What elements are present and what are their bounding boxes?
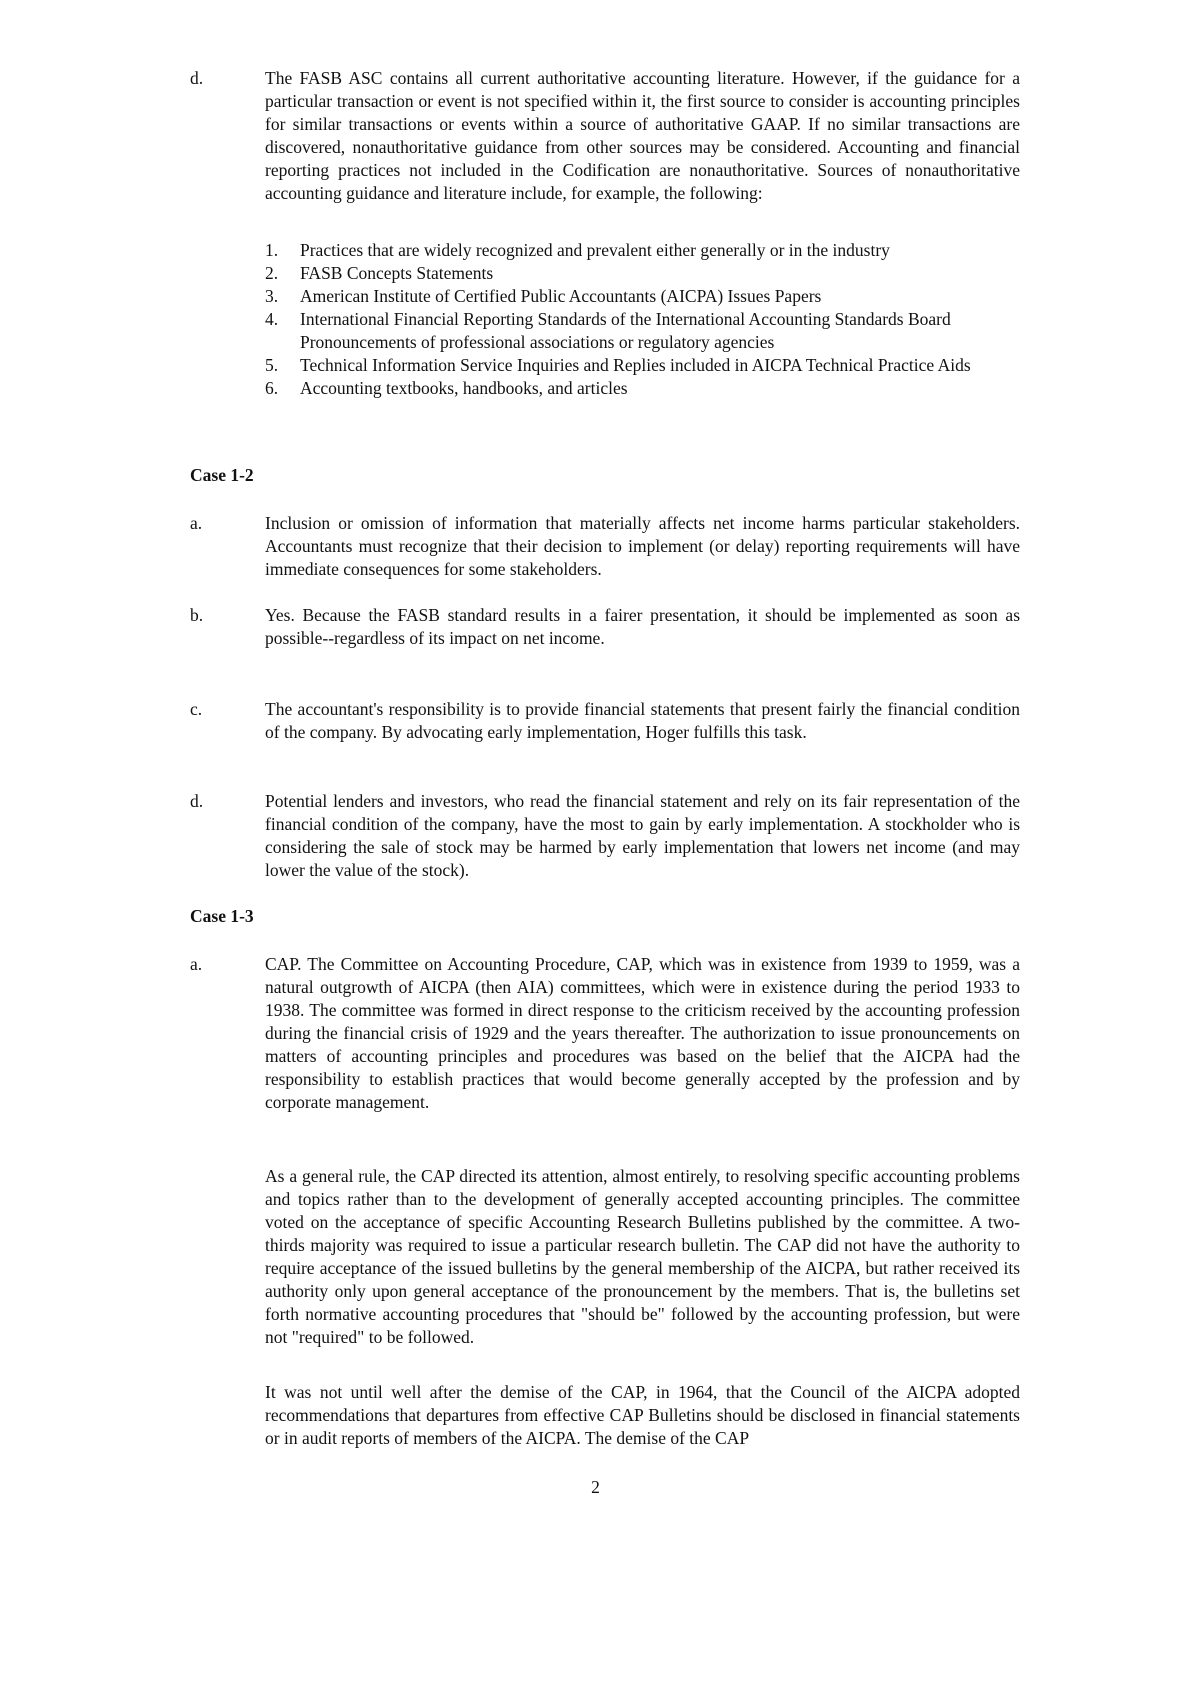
- list-item-number: 6.: [265, 378, 279, 398]
- list-item: [265, 308, 1005, 354]
- list-item-number: 1.: [265, 240, 279, 260]
- section-d-marker: d.: [190, 68, 204, 88]
- list-item: [265, 285, 1005, 308]
- list-item-text: Accounting textbooks, handbooks, and articles: [300, 378, 628, 398]
- list-item-text: Practices that are widely recognized and prevalent either generally or in the industry: [300, 240, 890, 260]
- item-text: CAP. The Committee on Accounting Procedure, CAP, which was in existence from 1939 to 1959, was a natural outgrowth of AICPA (then AIA) committees, which were in existence during the period 1933 to 1938. The committee was formed in direct response to the criticism received by the accounting profession during the financial crisis of 1929 and the years thereafter. The authorization to issue pronouncements on matters of accounting principles and procedures was based on the belief that the AICPA had the responsibility to establish practices that would become generally accepted by the profession and by corporate management.: [265, 954, 1020, 1112]
- section-d: [190, 67, 1020, 205]
- section-d-text: The FASB ASC contains all current authoritative accounting literature. However, if the guidance for a particular transaction or event is not specified within it, the first source to consider is accounting principles for similar transactions or events within a source of authoritative GAAP. If no similar transactions are discovered, nonauthoritative guidance from other sources may be considered. Accounting and financial reporting practices not included in the Codification are nonauthoritative. Sources of nonauthoritative accounting guidance and literature include, for example, the following:: [265, 68, 1020, 203]
- case-1-2-item-d: [190, 790, 1020, 882]
- item-text: Potential lenders and investors, who read the financial statement and rely on its fair representation of the financial condition of the company, have the most to gain by early implementation. A stockholder who is considering the sale of stock may be harmed by early implementation that lowers net income (and may lower the value of the stock).: [265, 791, 1020, 880]
- item-text: Inclusion or omission of information that materially affects net income harms particular stakeholders. Accountants must recognize that their decision to implement (or delay) reporting requirements will have immediate consequences for some stakeholders.: [265, 513, 1020, 579]
- page-number: 2: [591, 1477, 600, 1497]
- case-1-3-item-a: [190, 953, 1020, 1114]
- list-item: [265, 354, 1005, 377]
- nonauthoritative-sources-list: [265, 239, 1005, 400]
- list-item-number: 5.: [265, 355, 279, 375]
- list-item-text: Technical Information Service Inquiries and Replies included in AICPA Technical Practice Aids: [300, 355, 971, 375]
- case-1-3-paragraph-3: It was not until well after the demise of the CAP, in 1964, that the Council of the AICPA adopted recommendations that departures from effective CAP Bulletins should be disclosed in financial statements or in audit reports of members of the AICPA. The demise of the CAP: [265, 1382, 1020, 1448]
- case-1-2-item-b: [190, 604, 1020, 650]
- case-1-2-heading: Case 1-2: [190, 465, 254, 485]
- case-1-3-heading: Case 1-3: [190, 906, 254, 926]
- list-item-number: 2.: [265, 263, 279, 283]
- item-text: Yes. Because the FASB standard results in a fairer presentation, it should be implemented as soon as possible--regardless of its impact on net income.: [265, 605, 1020, 648]
- list-item-number: 3.: [265, 286, 279, 306]
- case-1-2-item-c: [190, 698, 1020, 744]
- list-item-text: American Institute of Certified Public Accountants (AICPA) Issues Papers: [300, 286, 822, 306]
- item-text: The accountant's responsibility is to provide financial statements that present fairly the financial condition of the company. By advocating early implementation, Hoger fulfills this task.: [265, 699, 1020, 742]
- list-item: [265, 239, 1005, 262]
- list-item: [265, 262, 1005, 285]
- list-item-text: FASB Concepts Statements: [300, 263, 494, 283]
- item-marker: c.: [190, 699, 203, 719]
- item-marker: b.: [190, 605, 204, 625]
- list-item: [265, 377, 1005, 400]
- case-1-2-item-a: [190, 512, 1020, 581]
- list-item-text: International Financial Reporting Standards of the International Accounting Standards Board Pronouncements of professional associations or regulatory agencies: [300, 309, 951, 352]
- item-marker: d.: [190, 791, 204, 811]
- case-1-3-paragraph-2: As a general rule, the CAP directed its attention, almost entirely, to resolving specific accounting problems and topics rather than to the development of generally accepted accounting principles. The committee voted on the acceptance of specific Accounting Research Bulletins published by the committee. A two-thirds majority was required to issue a particular research bulletin. The CAP did not have the authority to require acceptance of the issued bulletins by the general membership of the AICPA, but rather received its authority only upon general acceptance of the pronouncement by the members. That is, the bulletins set forth normative accounting procedures that "should be" followed by the accounting profession, but were not "required" to be followed.: [265, 1166, 1020, 1347]
- item-marker: a.: [190, 954, 203, 974]
- list-item-number: 4.: [265, 309, 279, 329]
- item-marker: a.: [190, 513, 203, 533]
